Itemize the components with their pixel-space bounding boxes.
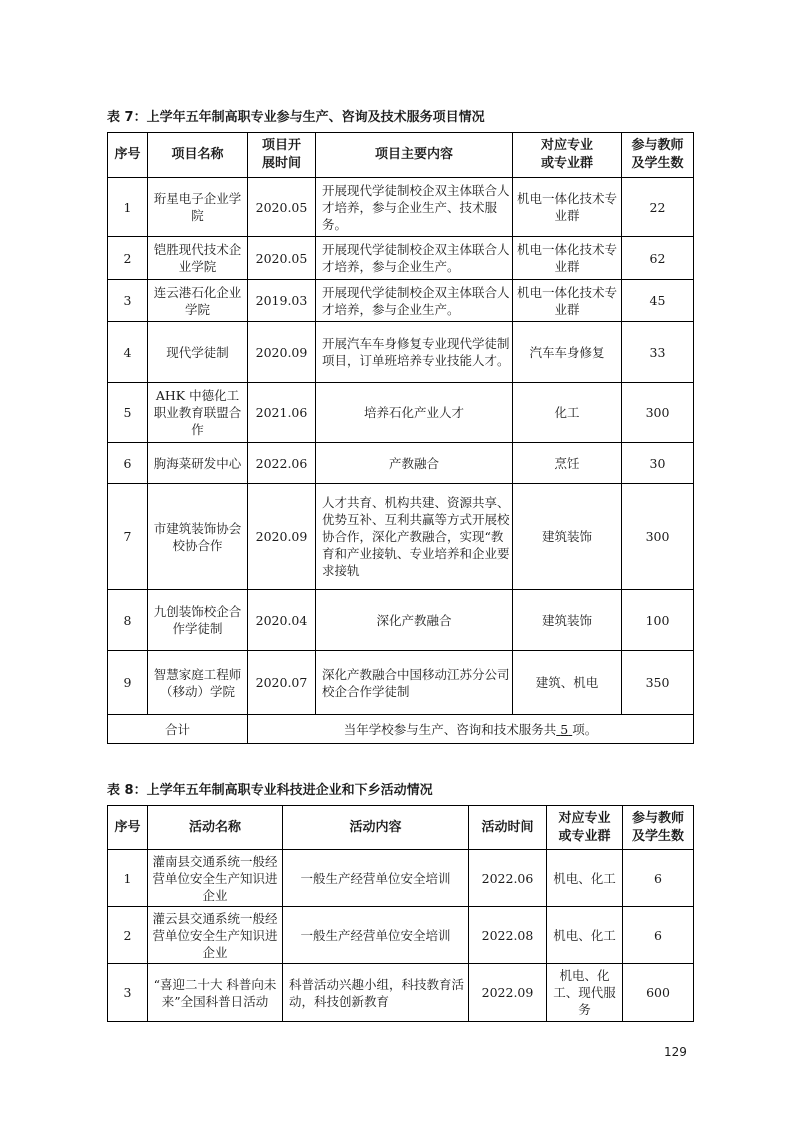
table-row: [108, 850, 694, 907]
cell-time: 2020.04: [248, 590, 316, 651]
cell-content: 产教融合: [316, 443, 513, 484]
cell-content: 科普活动兴趣小组，科技教育活动，科技创新教育: [283, 964, 469, 1022]
cell-time: 2020.05: [248, 178, 316, 237]
table-row: [108, 237, 694, 280]
cell-name: 朐海菜研发中心: [148, 443, 248, 484]
cell-count: 45: [622, 280, 694, 322]
header-seq: 序号: [108, 806, 148, 850]
table8-caption: 表 8：上学年五年制高职专业科技进企业和下乡活动情况: [107, 783, 433, 798]
cell-count: 600: [623, 964, 694, 1022]
cell-count: 350: [622, 651, 694, 715]
cell-time: 2020.05: [248, 237, 316, 280]
cell-content: 开展汽车车身修复专业现代学徒制项目，订单班培养专业技能人才。: [316, 322, 513, 383]
cell-major: 烹饪: [513, 443, 622, 484]
cell-time: 2020.09: [248, 322, 316, 383]
cell-content: 培养石化产业人才: [316, 383, 513, 443]
cell-time: 2020.07: [248, 651, 316, 715]
cell-major: 建筑装饰: [513, 590, 622, 651]
cell-seq: 1: [108, 850, 148, 907]
cell-time: 2021.06: [248, 383, 316, 443]
table7-caption: 表 7：上学年五年制高职专业参与生产、咨询及技术服务项目情况: [107, 110, 485, 125]
cell-name: 九创装饰校企合作学徒制: [148, 590, 248, 651]
cell-time: 2019.03: [248, 280, 316, 322]
cell-name: 现代学徒制: [148, 322, 248, 383]
cell-major: 建筑、机电: [513, 651, 622, 715]
header-activity-name: 活动名称: [148, 806, 283, 850]
cell-seq: 3: [108, 964, 148, 1022]
cell-major: 机电一体化技术专业群: [513, 280, 622, 322]
table-row: [108, 590, 694, 651]
cell-count: 22: [622, 178, 694, 237]
table7-total-row: [108, 715, 694, 744]
cell-name: 铠胜现代技术企业学院: [148, 237, 248, 280]
cell-count: 100: [622, 590, 694, 651]
cell-name: 市建筑装饰协会校协合作: [148, 484, 248, 590]
cell-count: 6: [623, 850, 694, 907]
header-content: 项目主要内容: [316, 133, 513, 178]
table7: [107, 132, 694, 744]
cell-content: 一般生产经营单位安全培训: [283, 850, 469, 907]
header-activity-content: 活动内容: [283, 806, 469, 850]
cell-major: 化工: [513, 383, 622, 443]
table-row: [108, 178, 694, 237]
cell-content: 开展现代学徒制校企双主体联合人才培养，参与企业生产。: [316, 237, 513, 280]
cell-seq: 3: [108, 280, 148, 322]
header-time: 项目开 展时间: [248, 133, 316, 178]
cell-time: 2020.09: [248, 484, 316, 590]
cell-count: 300: [622, 484, 694, 590]
table7-header-row: [108, 133, 694, 178]
cell-content: 开展现代学徒制校企双主体联合人才培养，参与企业生产。: [316, 280, 513, 322]
table-row: [108, 484, 694, 590]
cell-major: 机电一体化技术专业群: [513, 178, 622, 237]
cell-name: 灌南县交通系统一般经营单位安全生产知识进企业: [148, 850, 283, 907]
table-row: [108, 651, 694, 715]
table-row: [108, 443, 694, 484]
cell-seq: 8: [108, 590, 148, 651]
cell-major: 机电一体化技术专业群: [513, 237, 622, 280]
cell-time: 2022.09: [469, 964, 547, 1022]
cell-content: 人才共育、机构共建、资源共享、优势互补、互利共赢等方式开展校协合作，深化产教融合，实现“教育和产业接轨、专业培养和企业要求接轨: [316, 484, 513, 590]
cell-content: 一般生产经营单位安全培训: [283, 907, 469, 964]
cell-content: 开展现代学徒制校企双主体联合人才培养，参与企业生产、技术服务。: [316, 178, 513, 237]
total-summary: 当年学校参与生产、咨询和技术服务共 5 项。: [248, 715, 694, 744]
cell-content: 深化产教融合中国移动江苏分公司校企合作学徒制: [316, 651, 513, 715]
cell-count: 300: [622, 383, 694, 443]
table-row: [108, 280, 694, 322]
total-count: 5: [560, 721, 569, 737]
cell-name: 智慧家庭工程师（移动）学院: [148, 651, 248, 715]
cell-seq: 7: [108, 484, 148, 590]
header-project-name: 项目名称: [148, 133, 248, 178]
cell-major: 机电、化工: [547, 907, 623, 964]
header-activity-time: 活动时间: [469, 806, 547, 850]
cell-major: 汽车车身修复: [513, 322, 622, 383]
table8-header-row: [108, 806, 694, 850]
cell-seq: 6: [108, 443, 148, 484]
table-row: [108, 383, 694, 443]
table8: [107, 805, 694, 1022]
cell-major: 机电、化工、现代服务: [547, 964, 623, 1022]
cell-content: 深化产教融合: [316, 590, 513, 651]
cell-count: 62: [622, 237, 694, 280]
cell-seq: 5: [108, 383, 148, 443]
cell-name: 珩星电子企业学院: [148, 178, 248, 237]
header-major: 对应专业 或专业群: [513, 133, 622, 178]
cell-name: 灌云县交通系统一般经营单位安全生产知识进企业: [148, 907, 283, 964]
cell-seq: 4: [108, 322, 148, 383]
header-count: 参与教师 及学生数: [623, 806, 694, 850]
cell-name: 连云港石化企业学院: [148, 280, 248, 322]
cell-seq: 9: [108, 651, 148, 715]
cell-time: 2022.08: [469, 907, 547, 964]
cell-seq: 1: [108, 178, 148, 237]
header-seq: 序号: [108, 133, 148, 178]
table-row: [108, 322, 694, 383]
cell-time: 2022.06: [469, 850, 547, 907]
header-count: 参与教师 及学生数: [622, 133, 694, 178]
table-row: [108, 964, 694, 1022]
cell-major: 建筑装饰: [513, 484, 622, 590]
cell-name: “喜迎二十大 科普向未来”全国科普日活动: [148, 964, 283, 1022]
cell-seq: 2: [108, 907, 148, 964]
cell-count: 6: [623, 907, 694, 964]
cell-count: 30: [622, 443, 694, 484]
cell-name: AHK 中德化工职业教育联盟合作: [148, 383, 248, 443]
cell-count: 33: [622, 322, 694, 383]
table-row: [108, 907, 694, 964]
cell-time: 2022.06: [248, 443, 316, 484]
total-label: 合计: [108, 715, 248, 744]
cell-seq: 2: [108, 237, 148, 280]
page-number: 129: [664, 1045, 687, 1059]
cell-major: 机电、化工: [547, 850, 623, 907]
header-major: 对应专业 或专业群: [547, 806, 623, 850]
